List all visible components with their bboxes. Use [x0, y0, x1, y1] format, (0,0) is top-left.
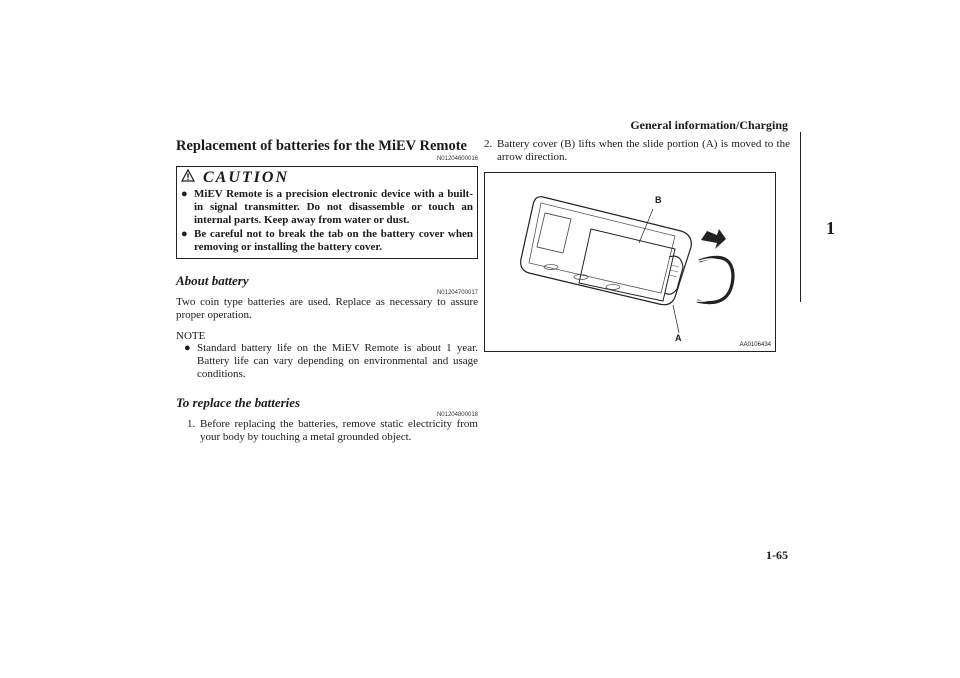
step-number: 1.	[187, 418, 196, 430]
label-b: B	[655, 195, 662, 205]
left-column	[176, 138, 478, 444]
note-item	[176, 342, 478, 381]
right-column	[484, 138, 790, 352]
remote-battery-figure	[484, 172, 776, 352]
step-text: Before replacing the batteries, remove static electricity from your body by touching a metal grounded object.	[200, 418, 478, 443]
replace-batteries-heading: To replace the batteries	[176, 395, 301, 410]
bullet-icon: ●	[181, 188, 188, 200]
caution-title: CAUTION	[203, 169, 290, 186]
chapter-tab	[800, 132, 861, 302]
caution-header	[181, 169, 473, 187]
running-header: General information/Charging	[630, 118, 788, 132]
section-title: Replacement of batteries for the MiEV Remote	[176, 138, 467, 154]
caution-item	[181, 188, 473, 227]
chapter-number: 1	[826, 218, 835, 238]
remote-illustration	[485, 173, 775, 351]
about-battery-code: N01204700017	[436, 290, 478, 296]
note-item-text: Standard battery life on the MiEV Remote is about 1 year. Battery life can vary depending on environmental and usage conditions.	[197, 342, 478, 380]
step-number: 2.	[484, 138, 493, 150]
figure-code: AA0106434	[739, 342, 771, 348]
caution-box	[176, 166, 478, 259]
label-a: A	[675, 333, 682, 343]
replace-batteries-code: N01204800018	[436, 412, 478, 418]
note-label: NOTE	[176, 330, 206, 342]
about-battery-heading: About battery	[176, 273, 249, 288]
warning-triangle-icon	[181, 169, 195, 187]
caution-item	[181, 228, 473, 254]
page-number: 1-65	[766, 548, 788, 562]
bullet-icon: ●	[184, 342, 191, 354]
bullet-icon: ●	[181, 228, 188, 240]
caution-item-text: MiEV Remote is a precision electronic device with a built-in signal transmitter. Do not disassemble or touch an internal parts. Keep away from water or dust.	[194, 188, 473, 226]
about-battery-text: Two coin type batteries are used. Replace as necessary to assure proper operation.	[176, 296, 478, 321]
step-item	[484, 138, 790, 164]
section-code: N01204600016	[436, 156, 478, 162]
step-item	[176, 418, 478, 444]
caution-item-text: Be careful not to break the tab on the battery cover when removing or installing the battery cover.	[194, 228, 473, 253]
step-text: Battery cover (B) lifts when the slide portion (A) is moved to the arrow direction.	[497, 138, 790, 163]
